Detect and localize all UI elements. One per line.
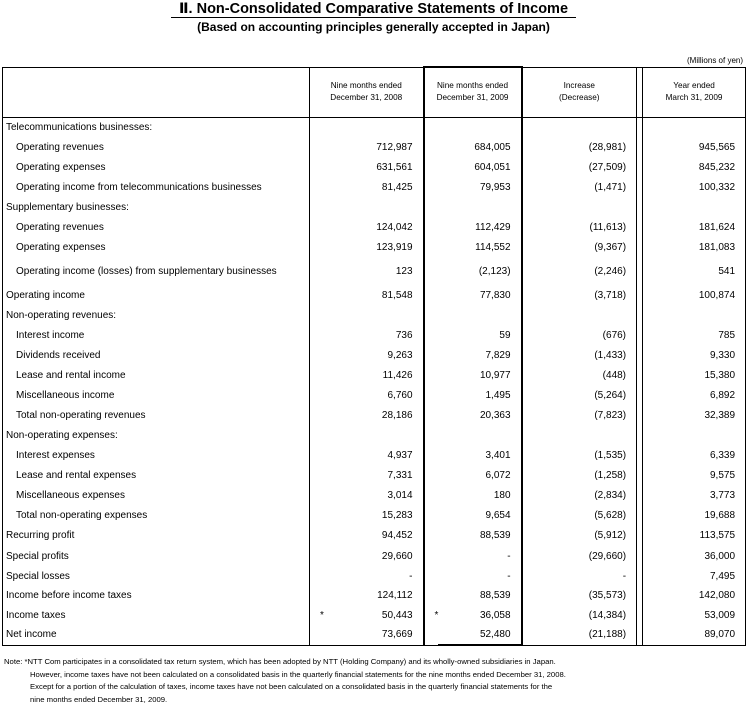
- value-nine-months-2009: 79,953: [438, 177, 522, 197]
- footnote-mark: [310, 568, 324, 585]
- table-row: [3, 505, 746, 525]
- value-increase-decrease: -: [622, 571, 627, 582]
- row-label: Special losses: [3, 568, 310, 585]
- value-year-ended-2009: 100,874: [643, 285, 746, 305]
- table-row: [3, 365, 746, 385]
- value-nine-months-2008: 123: [395, 265, 413, 277]
- footnote-mark: [424, 585, 438, 605]
- table-row: [3, 425, 746, 445]
- value-nine-months-2009: 77,830: [438, 285, 522, 305]
- value-increase-decrease: [522, 425, 637, 445]
- footnote-mark: [424, 345, 438, 365]
- value-nine-months-2008: 3,014: [387, 489, 413, 501]
- value-nine-months-2009: [438, 117, 522, 137]
- value-year-ended-2009: 181,083: [643, 237, 746, 257]
- income-statement-table: [2, 66, 746, 646]
- footnote-mark: [310, 585, 324, 605]
- footnote: [4, 656, 566, 706]
- footnote-mark: [310, 177, 324, 197]
- value-year-ended-2009: 15,380: [643, 365, 746, 385]
- footnote-mark: [310, 257, 324, 285]
- table-row: [3, 197, 746, 217]
- value-nine-months-2008: [324, 425, 424, 445]
- row-label: Recurring profit: [3, 525, 310, 545]
- header-nine-months-2009: Nine months ended December 31, 2009: [424, 67, 522, 117]
- row-label: Total non-operating expenses: [3, 505, 310, 525]
- value-year-ended-2009: 541: [643, 257, 746, 285]
- footnote-mark: [424, 177, 438, 197]
- value-nine-months-2008: 7,331: [387, 469, 413, 481]
- footnote-mark: [424, 197, 438, 217]
- footnote-mark: [310, 505, 324, 525]
- row-label: Miscellaneous expenses: [3, 485, 310, 505]
- footnote-mark: [424, 305, 438, 325]
- footnote-mark: [310, 325, 324, 345]
- value-nine-months-2008: -: [409, 571, 413, 582]
- footnote-mark: [424, 385, 438, 405]
- row-label: Special profits: [3, 545, 310, 568]
- value-nine-months-2008: [324, 305, 424, 325]
- value-year-ended-2009: 32,389: [643, 405, 746, 425]
- table-row: [3, 177, 746, 197]
- value-nine-months-2009: 604,051: [438, 157, 522, 177]
- footnote-mark: [310, 345, 324, 365]
- table-row: [3, 525, 746, 545]
- footnote-mark: [310, 545, 324, 568]
- value-nine-months-2008: 631,561: [376, 161, 413, 173]
- table-row: [3, 325, 746, 345]
- footnote-mark: [424, 425, 438, 445]
- footnote-mark: [424, 237, 438, 257]
- value-year-ended-2009: 113,575: [643, 525, 746, 545]
- value-year-ended-2009: 100,332: [643, 177, 746, 197]
- value-year-ended-2009: 7,495: [643, 568, 746, 585]
- table-row: [3, 405, 746, 425]
- value-increase-decrease: (29,660): [588, 551, 627, 562]
- value-nine-months-2009: 6,072: [438, 465, 522, 485]
- value-increase-decrease: (676): [602, 329, 627, 341]
- value-year-ended-2009: 845,232: [643, 157, 746, 177]
- row-label: Operating income from telecommunications businesses: [3, 177, 310, 197]
- value-increase-decrease: [522, 117, 637, 137]
- footnote-mark: [424, 405, 438, 425]
- value-increase-decrease: (1,535): [594, 449, 627, 461]
- value-increase-decrease: (2,834): [594, 489, 627, 501]
- value-increase-decrease: (28,981): [588, 141, 627, 153]
- value-nine-months-2009: 114,552: [438, 237, 522, 257]
- footnote-mark: [310, 625, 324, 645]
- value-year-ended-2009: 9,575: [643, 465, 746, 485]
- value-nine-months-2009: 684,005: [438, 137, 522, 157]
- value-nine-months-2009: 9,654: [438, 505, 522, 525]
- value-nine-months-2009: (2,123): [438, 257, 522, 285]
- value-nine-months-2008: [324, 117, 424, 137]
- table-row: [3, 568, 746, 585]
- value-year-ended-2009: 3,773: [643, 485, 746, 505]
- table-row: [3, 345, 746, 365]
- value-nine-months-2009: 88,539: [438, 585, 522, 605]
- table-row: [3, 445, 746, 465]
- value-increase-decrease: (27,509): [588, 161, 627, 173]
- row-label: Total non-operating revenues: [3, 405, 310, 425]
- footnote-mark: [310, 217, 324, 237]
- footnote-mark: [424, 257, 438, 285]
- value-nine-months-2009: 59: [438, 325, 522, 345]
- footnote-mark: [424, 285, 438, 305]
- value-year-ended-2009: 89,070: [643, 625, 746, 645]
- footnote-mark: [310, 485, 324, 505]
- table-row: [3, 137, 746, 157]
- value-increase-decrease: [522, 305, 637, 325]
- footnote-mark: [424, 568, 438, 585]
- value-nine-months-2009: [438, 425, 522, 445]
- value-nine-months-2009: -: [438, 545, 522, 568]
- footnote-mark: *: [310, 605, 324, 625]
- value-nine-months-2008: 4,937: [387, 449, 413, 461]
- row-label: Operating expenses: [3, 157, 310, 177]
- note-line: nine months ended December 31, 2009.: [30, 694, 168, 704]
- row-label: Telecommunications businesses:: [3, 117, 310, 137]
- footnote-mark: [310, 385, 324, 405]
- value-increase-decrease: (2,246): [594, 265, 627, 277]
- value-increase-decrease: (1,471): [594, 181, 627, 193]
- header-increase-decrease: Increase (Decrease): [522, 67, 637, 117]
- note-line: Note: *NTT Com participates in a consolidated tax return system, which has been adopted by NTT (Holding Company) and its wholly-owned subsidiaries in Japan.: [4, 657, 556, 666]
- footnote-mark: [310, 305, 324, 325]
- footnote-mark: [424, 525, 438, 545]
- footnote-mark: [424, 117, 438, 137]
- footnote-mark: [310, 157, 324, 177]
- value-nine-months-2008: 94,452: [381, 529, 413, 541]
- value-year-ended-2009: 181,624: [643, 217, 746, 237]
- value-year-ended-2009: [643, 305, 746, 325]
- footnote-mark: [424, 485, 438, 505]
- value-nine-months-2008: 28,186: [381, 409, 413, 421]
- footnote-mark: [310, 117, 324, 137]
- statement-title: Ⅱ. Non-Consolidated Comparative Statements of Income: [0, 1, 747, 18]
- value-nine-months-2009: [438, 305, 522, 325]
- row-label: Operating revenues: [3, 137, 310, 157]
- table-row: [3, 285, 746, 305]
- value-year-ended-2009: 36,000: [643, 545, 746, 568]
- value-increase-decrease: (35,573): [588, 589, 627, 601]
- header-year-ended-2009: Year ended March 31, 2009: [643, 67, 746, 117]
- value-nine-months-2009: [438, 197, 522, 217]
- value-increase-decrease: (1,258): [594, 469, 627, 481]
- value-increase-decrease: (1,433): [594, 349, 627, 361]
- value-nine-months-2009: 180: [438, 485, 522, 505]
- row-label: Supplementary businesses:: [3, 197, 310, 217]
- value-increase-decrease: (11,613): [589, 221, 627, 233]
- value-nine-months-2009: 3,401: [438, 445, 522, 465]
- value-year-ended-2009: [643, 117, 746, 137]
- row-label: Operating expenses: [3, 237, 310, 257]
- note-line: However, income taxes have not been calculated on a consolidated basis in the quarterly financial statements for the nine months ended December 31, 2008.: [30, 669, 566, 679]
- row-label: Income taxes: [3, 605, 310, 625]
- footnote-mark: [310, 237, 324, 257]
- value-nine-months-2009: 20,363: [438, 405, 522, 425]
- value-nine-months-2009: 88,539: [438, 525, 522, 545]
- value-nine-months-2009: 112,429: [438, 217, 522, 237]
- value-nine-months-2008: 9,263: [387, 349, 413, 361]
- row-label: Dividends received: [3, 345, 310, 365]
- row-label: Operating income: [3, 285, 310, 305]
- footnote-mark: [310, 465, 324, 485]
- row-label: Net income: [3, 625, 310, 645]
- table-row: [3, 485, 746, 505]
- value-year-ended-2009: [643, 197, 746, 217]
- footnote-mark: *: [424, 605, 438, 625]
- table-row: [3, 625, 746, 645]
- value-year-ended-2009: 9,330: [643, 345, 746, 365]
- value-year-ended-2009: 53,009: [643, 605, 746, 625]
- statement-subtitle: (Based on accounting principles generally accepted in Japan): [197, 20, 550, 34]
- row-label: Lease and rental expenses: [3, 465, 310, 485]
- value-nine-months-2008: 73,669: [324, 625, 424, 645]
- row-label: Non-operating expenses:: [3, 425, 310, 445]
- value-increase-decrease: (5,628): [594, 509, 627, 521]
- units-label: (Millions of yen): [686, 56, 743, 65]
- table-row: [3, 117, 746, 137]
- value-nine-months-2008: 81,425: [381, 181, 413, 193]
- value-nine-months-2008: 29,660: [381, 551, 413, 562]
- row-label: Operating revenues: [3, 217, 310, 237]
- table-row: [3, 385, 746, 405]
- table-row: [3, 585, 746, 605]
- footnote-mark: [310, 137, 324, 157]
- footnote-mark: [424, 505, 438, 525]
- table-row: [3, 545, 746, 568]
- value-nine-months-2008: 15,283: [381, 509, 413, 521]
- value-year-ended-2009: 6,892: [643, 385, 746, 405]
- row-label: Income before income taxes: [3, 585, 310, 605]
- value-year-ended-2009: [643, 425, 746, 445]
- footnote-mark: [310, 425, 324, 445]
- table-row: [3, 157, 746, 177]
- value-nine-months-2008: 736: [395, 329, 413, 341]
- note-line: Except for a portion of the calculation of taxes, income taxes have not been calculated on a consolidated basis in the quarterly financial statements for the: [30, 682, 553, 691]
- footnote-mark: [424, 217, 438, 237]
- value-year-ended-2009: 945,565: [643, 137, 746, 157]
- row-label: Lease and rental income: [3, 365, 310, 385]
- footnote-mark: [424, 157, 438, 177]
- table-row: [3, 257, 746, 285]
- value-nine-months-2009: 36,058: [438, 605, 522, 625]
- value-nine-months-2009: 52,480: [438, 625, 522, 645]
- value-nine-months-2008: 81,548: [381, 289, 413, 301]
- value-nine-months-2008: [324, 197, 424, 217]
- value-year-ended-2009: 19,688: [643, 505, 746, 525]
- footnote-mark: [424, 445, 438, 465]
- value-increase-decrease: (9,367): [594, 241, 627, 253]
- footnote-mark: [310, 285, 324, 305]
- footnote-mark: [424, 137, 438, 157]
- value-increase-decrease: (448): [602, 369, 627, 381]
- table-row: [3, 605, 746, 625]
- table-row: [3, 217, 746, 237]
- footnote-mark: [310, 365, 324, 385]
- value-nine-months-2008: 6,760: [387, 389, 413, 401]
- footnote-mark: [424, 365, 438, 385]
- value-nine-months-2008: 124,042: [376, 221, 413, 233]
- header-nine-months-2008: Nine months ended December 31, 2008: [310, 67, 424, 117]
- footnote-mark: [424, 625, 438, 645]
- row-label: Operating income (losses) from supplementary businesses: [3, 257, 310, 285]
- value-nine-months-2009: -: [438, 568, 522, 585]
- value-year-ended-2009: 142,080: [643, 585, 746, 605]
- footnote-mark: [310, 525, 324, 545]
- value-year-ended-2009: 785: [643, 325, 746, 345]
- footnote-mark: [310, 445, 324, 465]
- value-nine-months-2009: 10,977: [438, 365, 522, 385]
- table-row: [3, 305, 746, 325]
- value-increase-decrease: (5,264): [594, 389, 627, 401]
- footnote-mark: [424, 545, 438, 568]
- row-label: Miscellaneous income: [3, 385, 310, 405]
- value-nine-months-2008: 50,443: [381, 609, 413, 621]
- value-nine-months-2009: 7,829: [438, 345, 522, 365]
- table-row: [3, 237, 746, 257]
- row-label: Interest income: [3, 325, 310, 345]
- footnote-mark: [424, 325, 438, 345]
- value-increase-decrease: (3,718): [594, 289, 627, 301]
- row-label: Non-operating revenues:: [3, 305, 310, 325]
- footnote-mark: [310, 405, 324, 425]
- value-nine-months-2008: 11,426: [382, 369, 413, 381]
- header-row: [3, 67, 746, 117]
- value-increase-decrease: [522, 197, 637, 217]
- footnote-mark: [310, 197, 324, 217]
- value-increase-decrease: (7,823): [594, 409, 627, 421]
- value-increase-decrease: (14,384): [588, 609, 627, 621]
- value-year-ended-2009: 6,339: [643, 445, 746, 465]
- footnote-mark: [424, 465, 438, 485]
- table-row: [3, 465, 746, 485]
- value-nine-months-2008: 124,112: [377, 589, 413, 601]
- value-nine-months-2008: 123,919: [376, 241, 413, 253]
- value-increase-decrease: (5,912): [594, 529, 627, 541]
- value-increase-decrease: (21,188): [522, 625, 637, 645]
- value-nine-months-2008: 712,987: [376, 141, 413, 153]
- row-label: Interest expenses: [3, 445, 310, 465]
- value-nine-months-2009: 1,495: [438, 385, 522, 405]
